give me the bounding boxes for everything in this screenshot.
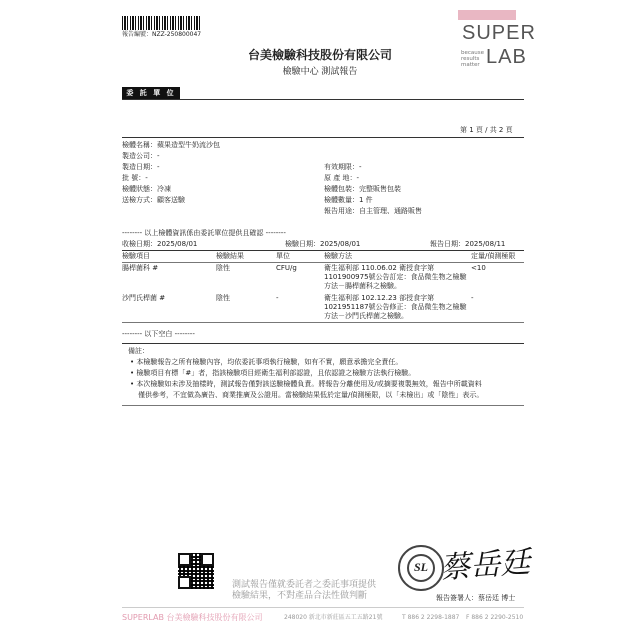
- table-header-rule: [122, 262, 524, 263]
- footer-rule: [122, 607, 524, 608]
- blank-note: -------- 以下空白 --------: [122, 330, 195, 338]
- row-limit: <10: [471, 264, 486, 272]
- footer-company: SUPERLAB 台美檢驗科技股份有限公司: [122, 613, 263, 622]
- footer-fax: F 886 2 2290-2510: [466, 614, 524, 621]
- company-title: 台美檢驗科技股份有限公司: [247, 48, 392, 62]
- footer-tel: T 886 2 2298-1887: [402, 614, 460, 621]
- notes-bottom-rule: [122, 405, 524, 406]
- sample-batch: 批 號：-: [122, 174, 148, 182]
- sample-usage: 報告用途：自主管理、通路販售: [324, 207, 422, 215]
- note-item-3: • 本次檢驗如未涉及抽樣時，測試報告僅對該送驗檢體負責。將報告分離使用及/或摘要複製無效，報告中所載資料: [130, 380, 482, 388]
- row-result: 陰性: [216, 264, 230, 272]
- section-rule: [122, 99, 524, 100]
- signature: 蔡岳廷: [439, 544, 532, 587]
- logo-word-top: SUPER: [462, 22, 536, 44]
- row-unit: CFU/g: [276, 264, 297, 272]
- row-method: 衛生福利部 102.12.23 部授食字第 1021951187號公告修正：食品微生物之檢驗 方法－沙門氏桿菌之檢驗。: [324, 294, 467, 320]
- legal-disclaimer: 測試報告僅就委託者之委託事項提供 檢驗結果，不對產品合法性做判斷: [232, 580, 377, 601]
- note-item-2: • 檢驗項目有標「#」者，指該檢驗項目經衛生福利部認證，且依認證之檢驗方法執行檢驗。: [130, 369, 416, 377]
- page-indicator: 第 1 頁 / 共 2 頁: [460, 126, 513, 134]
- table-header-method: 檢驗方法: [324, 252, 352, 260]
- tested-date: 檢驗日期：2025/08/01: [285, 240, 361, 248]
- sample-quantity: 檢體數量：1 件: [324, 196, 373, 204]
- sample-origin: 原 產 地：-: [324, 174, 359, 182]
- report-date: 報告日期：2025/08/11: [430, 240, 506, 248]
- table-top-rule: [122, 250, 524, 251]
- notes-top-rule: [122, 343, 524, 344]
- sample-mfg-date: 製造日期：-: [122, 163, 160, 171]
- sample-sender: 送檢方式：顧客送驗: [122, 196, 185, 204]
- barcode: [122, 16, 202, 30]
- row-item: 腸桿菌科 #: [122, 264, 159, 272]
- logo-tagline: because results matter: [461, 50, 485, 68]
- sample-package: 檢體包裝：完整販售包裝: [324, 185, 401, 193]
- sample-maker: 製造公司：-: [122, 152, 160, 160]
- qr-code: [178, 553, 214, 589]
- notes-title: 備註：: [128, 347, 149, 355]
- note-item-3-cont: 僅供參考，不宜做為廣告、商業推廣及公證用。當檢驗結果低於定量/偵測極限，以「未檢出」或「陰性」表示。: [138, 391, 484, 399]
- info-rule: [122, 137, 524, 138]
- client-section-tab: 委 託 單 位: [122, 87, 180, 99]
- logo-accent-bar: [458, 10, 516, 20]
- row-result: 陰性: [216, 294, 230, 302]
- footer-address: 248020 新北市新莊區五工五路21號: [284, 614, 383, 621]
- table-bottom-rule: [122, 322, 524, 323]
- footer-bar: [122, 610, 524, 624]
- table-header-unit: 單位: [276, 252, 290, 260]
- lab-seal: [398, 545, 444, 591]
- report-signer: 報告簽署人：蔡岳廷 博士: [436, 594, 516, 602]
- row-unit: -: [276, 294, 279, 302]
- row-limit: -: [471, 294, 474, 302]
- sample-name: 檢體名稱：蘋果造型牛奶流沙包: [122, 141, 220, 149]
- table-header-limit: 定量/偵測極限: [471, 252, 516, 260]
- report-number: 報告編號：NZZ-250800047: [122, 31, 202, 38]
- seal-mark: SL: [413, 560, 428, 574]
- superlab-logo: [458, 10, 536, 76]
- sample-expiry: 有效期限：-: [324, 163, 362, 171]
- note-item-1: • 本檢驗報告之所有檢驗內容，均依委託事項執行檢驗，如有不實，願意承擔完全責任。: [130, 358, 403, 366]
- received-date: 收檢日期：2025/08/01: [122, 240, 198, 248]
- table-header-result: 檢驗結果: [216, 252, 244, 260]
- client-confirm-note: -------- 以上檢體資訊係由委託單位提供且確認 --------: [122, 229, 286, 237]
- report-subtitle: 檢驗中心 測試報告: [282, 67, 358, 77]
- row-item: 沙門氏桿菌 #: [122, 294, 166, 302]
- table-header-item: 檢驗項目: [122, 252, 150, 260]
- row-method: 衛生福利部 110.06.02 衛授食字第 1101900975號公告訂定：食品微生物之檢驗 方法－腸桿菌科之檢驗。: [324, 264, 467, 290]
- logo-word-bottom: LAB: [486, 46, 527, 68]
- sample-state: 檢體狀態：冷凍: [122, 185, 171, 193]
